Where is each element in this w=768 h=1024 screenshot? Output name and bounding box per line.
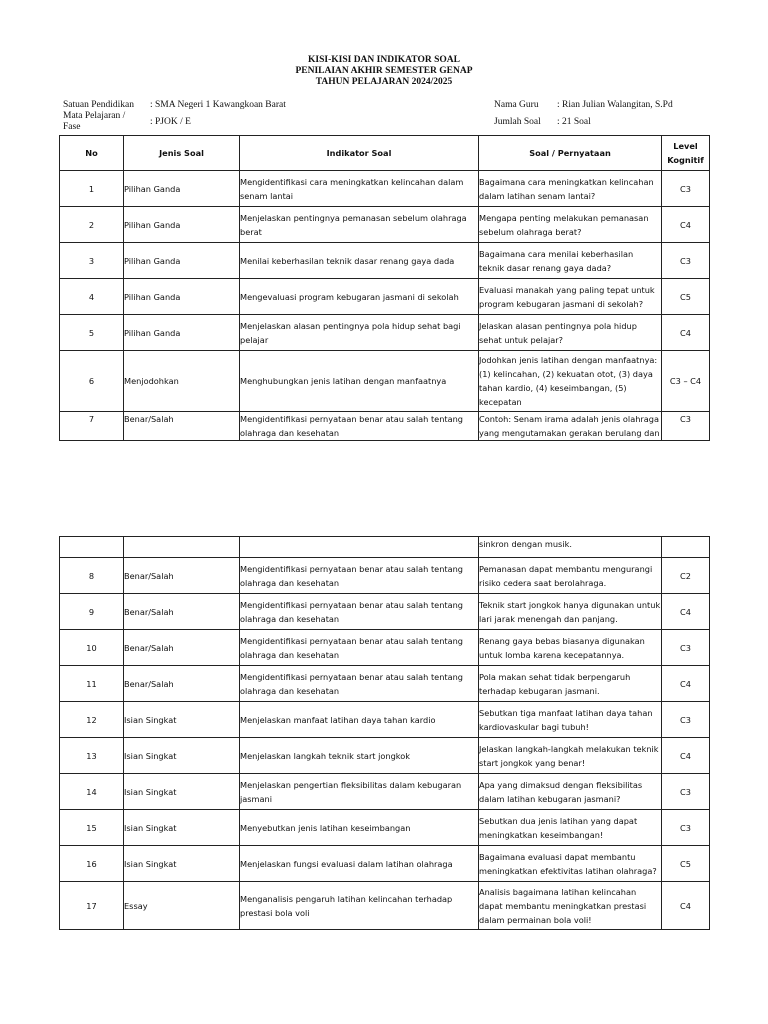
table-row	[60, 738, 710, 774]
header-indikator-soal: Indikator Soal	[240, 136, 479, 171]
teacher-label: Nama Guru	[494, 100, 539, 110]
subject-label-line-1: Mata Pelajaran /	[63, 111, 126, 121]
table-row	[60, 702, 710, 738]
continuation-row	[60, 537, 710, 558]
cell-level-kognitif: C3	[662, 171, 710, 207]
cell-no: 17	[60, 882, 124, 930]
table-row	[60, 810, 710, 846]
cell-jenis-soal: Pilihan Ganda	[124, 207, 240, 243]
cell-level-kognitif: C5	[662, 846, 710, 882]
cell-level-kognitif: C3	[662, 630, 710, 666]
cell-indikator-soal: Mengevaluasi program kebugaran jasmani di sekolah	[240, 279, 479, 315]
cell-soal-pernyataan: Sebutkan tiga manfaat latihan daya tahan kardiovaskular bagi tubuh!	[479, 702, 662, 738]
cell-indikator-soal: Menilai keberhasilan teknik dasar renang gaya dada	[240, 243, 479, 279]
cell-no: 4	[60, 279, 124, 315]
cell-no: 11	[60, 666, 124, 702]
cell-level-kognitif: C4	[662, 315, 710, 351]
cell-level-kognitif: C5	[662, 279, 710, 315]
cell-level-kognitif: C3	[662, 412, 710, 441]
cell-soal-pernyataan: Bagaimana cara menilai keberhasilan teknik dasar renang gaya dada?	[479, 243, 662, 279]
indicator-table-page-2	[59, 536, 710, 930]
cell-soal-pernyataan: Pemanasan dapat membantu mengurangi risiko cedera saat berolahraga.	[479, 558, 662, 594]
cell-level-kognitif: C4	[662, 594, 710, 630]
cell-no: 13	[60, 738, 124, 774]
subject-value: : PJOK / E	[150, 117, 191, 127]
cell-empty	[240, 537, 479, 558]
cell-soal-pernyataan: Analisis bagaimana latihan kelincahan dapat membantu meningkatkan prestasi dalam permainan bola voli!	[479, 882, 662, 930]
header-level-line-2: Kognitif	[667, 155, 704, 165]
cell-soal-pernyataan: Jelaskan langkah-langkah melakukan teknik start jongkok yang benar!	[479, 738, 662, 774]
title-line-3: TAHUN PELAJARAN 2024/2025	[315, 77, 453, 87]
cell-jenis-soal: Benar/Salah	[124, 666, 240, 702]
cell-empty	[662, 537, 710, 558]
cell-no: 1	[60, 171, 124, 207]
table-header-row	[60, 136, 710, 171]
table-row	[60, 412, 710, 441]
cell-indikator-soal: Menjelaskan pengertian fleksibilitas dalam kebugaran jasmani	[240, 774, 479, 810]
cell-jenis-soal: Pilihan Ganda	[124, 243, 240, 279]
cell-no: 5	[60, 315, 124, 351]
cell-indikator-soal: Mengidentifikasi pernyataan benar atau salah tentang olahraga dan kesehatan	[240, 594, 479, 630]
cell-soal-pernyataan: Apa yang dimaksud dengan fleksibilitas dalam latihan kebugaran jasmani?	[479, 774, 662, 810]
cell-no: 2	[60, 207, 124, 243]
cell-jenis-soal: Benar/Salah	[124, 594, 240, 630]
cell-soal-pernyataan: Sebutkan dua jenis latihan yang dapat meningkatkan keseimbangan!	[479, 810, 662, 846]
table-row	[60, 846, 710, 882]
cell-no: 12	[60, 702, 124, 738]
cell-level-kognitif: C2	[662, 558, 710, 594]
table-row	[60, 351, 710, 412]
table-row	[60, 171, 710, 207]
cell-level-kognitif: C4	[662, 666, 710, 702]
cell-jenis-soal: Isian Singkat	[124, 810, 240, 846]
cell-indikator-soal: Menjelaskan fungsi evaluasi dalam latihan olahraga	[240, 846, 479, 882]
cell-no: 7	[60, 412, 124, 441]
subject-label-line-2: Fase	[63, 122, 81, 132]
cell-jenis-soal: Essay	[124, 882, 240, 930]
title-line-1: KISI-KISI DAN INDIKATOR SOAL	[308, 55, 460, 65]
cell-jenis-soal: Benar/Salah	[124, 630, 240, 666]
table-row	[60, 279, 710, 315]
cell-soal-continuation: sinkron dengan musik.	[479, 537, 662, 558]
cell-soal-pernyataan: Jodohkan jenis latihan dengan manfaatnya: (1) kelincahan, (2) kekuatan otot, (3) daya tahan kardio, (4) keseimbangan, (5) kecepatan	[479, 351, 662, 412]
cell-soal-pernyataan: Pola makan sehat tidak berpengaruh terhadap kebugaran jasmani.	[479, 666, 662, 702]
cell-level-kognitif: C3 – C4	[662, 351, 710, 412]
teacher-value: : Rian Julian Walangitan, S.Pd	[557, 100, 673, 110]
table-row	[60, 594, 710, 630]
indicator-table-page-1	[59, 135, 710, 441]
cell-level-kognitif: C3	[662, 810, 710, 846]
school-label: Satuan Pendidikan	[63, 100, 134, 110]
cell-level-kognitif: C3	[662, 702, 710, 738]
cell-soal-pernyataan: Bagaimana cara meningkatkan kelincahan dalam latihan senam lantai?	[479, 171, 662, 207]
cell-level-kognitif: C4	[662, 207, 710, 243]
cell-empty	[60, 537, 124, 558]
header-no: No	[60, 136, 124, 171]
cell-indikator-soal: Mengidentifikasi pernyataan benar atau salah tentang olahraga dan kesehatan	[240, 666, 479, 702]
count-label: Jumlah Soal	[494, 117, 541, 127]
cell-indikator-soal: Menjelaskan langkah teknik start jongkok	[240, 738, 479, 774]
table-body-page-1	[60, 136, 710, 441]
cell-indikator-soal: Mengidentifikasi pernyataan benar atau salah tentang olahraga dan kesehatan	[240, 558, 479, 594]
table-row	[60, 558, 710, 594]
cell-soal-pernyataan: Mengapa penting melakukan pemanasan sebelum olahraga berat?	[479, 207, 662, 243]
header-jenis-soal: Jenis Soal	[124, 136, 240, 171]
cell-no: 8	[60, 558, 124, 594]
cell-soal-pernyataan: Teknik start jongkok hanya digunakan untuk lari jarak menengah dan panjang.	[479, 594, 662, 630]
school-value: : SMA Negeri 1 Kawangkoan Barat	[150, 100, 286, 110]
cell-no: 10	[60, 630, 124, 666]
cell-jenis-soal: Benar/Salah	[124, 412, 240, 441]
cell-jenis-soal: Menjodohkan	[124, 351, 240, 412]
count-value: : 21 Soal	[557, 117, 591, 127]
cell-no: 16	[60, 846, 124, 882]
title-line-2: PENILAIAN AKHIR SEMESTER GENAP	[295, 66, 473, 76]
cell-indikator-soal: Menjelaskan pentingnya pemanasan sebelum olahraga berat	[240, 207, 479, 243]
table-body-page-2	[60, 537, 710, 930]
cell-indikator-soal: Menghubungkan jenis latihan dengan manfaatnya	[240, 351, 479, 412]
cell-soal-pernyataan: Evaluasi manakah yang paling tepat untuk program kebugaran jasmani di sekolah?	[479, 279, 662, 315]
table-row	[60, 630, 710, 666]
table-row	[60, 243, 710, 279]
header-soal-pernyataan: Soal / Pernyataan	[479, 136, 662, 171]
cell-no: 6	[60, 351, 124, 412]
cell-soal-pernyataan: Bagaimana evaluasi dapat membantu meningkatkan efektivitas latihan olahraga?	[479, 846, 662, 882]
cell-jenis-soal: Isian Singkat	[124, 702, 240, 738]
table-row	[60, 315, 710, 351]
cell-soal-pernyataan: Renang gaya bebas biasanya digunakan untuk lomba karena kecepatannya.	[479, 630, 662, 666]
header-level-line-1: Level	[673, 141, 698, 151]
cell-jenis-soal: Pilihan Ganda	[124, 279, 240, 315]
table-row	[60, 666, 710, 702]
cell-jenis-soal: Pilihan Ganda	[124, 171, 240, 207]
cell-no: 14	[60, 774, 124, 810]
cell-indikator-soal: Menyebutkan jenis latihan keseimbangan	[240, 810, 479, 846]
cell-level-kognitif: C3	[662, 243, 710, 279]
cell-soal-pernyataan: Jelaskan alasan pentingnya pola hidup sehat untuk pelajar?	[479, 315, 662, 351]
header-level-kognitif	[662, 136, 710, 171]
cell-indikator-soal: Mengidentifikasi pernyataan benar atau salah tentang olahraga dan kesehatan	[240, 630, 479, 666]
cell-indikator-soal: Menjelaskan alasan pentingnya pola hidup sehat bagi pelajar	[240, 315, 479, 351]
table-row	[60, 882, 710, 930]
cell-indikator-soal: Menganalisis pengaruh latihan kelincahan terhadap prestasi bola voli	[240, 882, 479, 930]
table-row	[60, 207, 710, 243]
cell-jenis-soal: Isian Singkat	[124, 846, 240, 882]
cell-jenis-soal: Isian Singkat	[124, 738, 240, 774]
table-row	[60, 774, 710, 810]
cell-jenis-soal: Benar/Salah	[124, 558, 240, 594]
cell-soal-pernyataan: Contoh: Senam irama adalah jenis olahraga yang mengutamakan gerakan berulang dan	[479, 412, 662, 441]
cell-level-kognitif: C4	[662, 882, 710, 930]
cell-no: 9	[60, 594, 124, 630]
cell-no: 15	[60, 810, 124, 846]
cell-indikator-soal: Mengidentifikasi cara meningkatkan kelincahan dalam senam lantai	[240, 171, 479, 207]
cell-jenis-soal: Pilihan Ganda	[124, 315, 240, 351]
cell-jenis-soal: Isian Singkat	[124, 774, 240, 810]
cell-level-kognitif: C4	[662, 738, 710, 774]
cell-indikator-soal: Mengidentifikasi pernyataan benar atau salah tentang olahraga dan kesehatan	[240, 412, 479, 441]
cell-empty	[124, 537, 240, 558]
cell-level-kognitif: C3	[662, 774, 710, 810]
cell-indikator-soal: Menjelaskan manfaat latihan daya tahan kardio	[240, 702, 479, 738]
cell-no: 3	[60, 243, 124, 279]
